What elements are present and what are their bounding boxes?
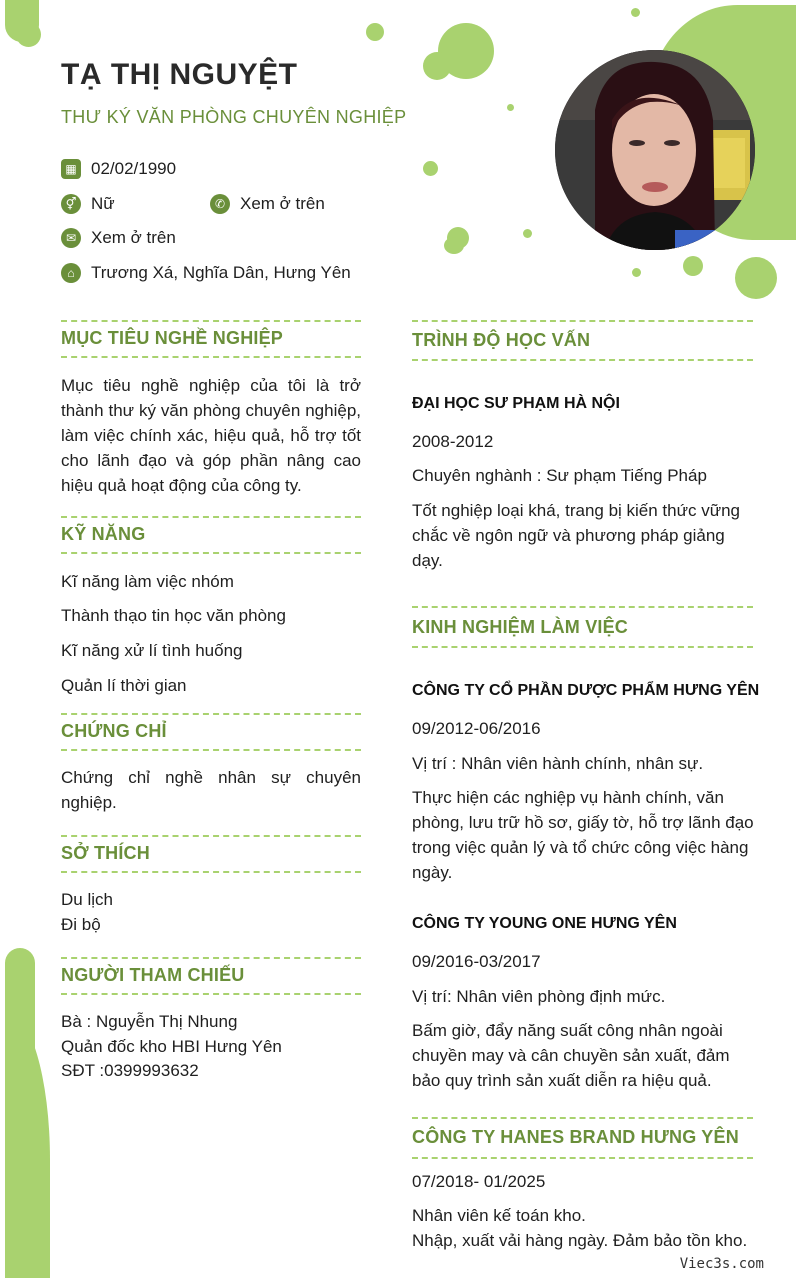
divider <box>61 356 361 358</box>
hanes-period: 07/2018- 01/2025 <box>412 1172 546 1191</box>
job-company: CÔNG TY CỔ PHẦN DƯỢC PHẨM HƯNG YÊN <box>412 682 760 699</box>
references-title: NGƯỜI THAM CHIẾU <box>61 965 245 985</box>
circle-decor <box>423 52 451 80</box>
divider <box>412 646 753 648</box>
divider <box>412 606 753 608</box>
home-icon: ⌂ <box>61 263 81 283</box>
divider <box>61 871 361 873</box>
circle-decor <box>444 237 464 254</box>
job-period: 09/2016-03/2017 <box>412 952 541 971</box>
experience-title: KINH NGHIỆM LÀM VIỆC <box>412 617 629 637</box>
job-desc: Bấm giờ, đẩy năng suất công nhân ngoài chuyền may và cân chuyền sản xuất, đảm bảo quy trình sản xuất diễn ra hiệu quả. <box>412 1021 730 1090</box>
skill-item: Quản lí thời gian <box>61 676 187 695</box>
reference-line: SĐT :0399993632 <box>61 1061 199 1080</box>
divider <box>61 320 361 322</box>
hanes-line: Nhân viên kế toán kho. <box>412 1206 586 1225</box>
skill-item: Thành thạo tin học văn phòng <box>61 606 286 625</box>
education-period: 2008-2012 <box>412 432 494 451</box>
phone-value: Xem ở trên <box>240 194 325 213</box>
school-name: ĐẠI HỌC SƯ PHẠM HÀ NỘI <box>412 395 620 412</box>
hobby-item: Đi bộ <box>61 915 101 934</box>
circle-decor <box>631 8 640 17</box>
circle-decor <box>423 161 438 176</box>
profile-photo <box>555 50 755 250</box>
education-title: TRÌNH ĐỘ HỌC VẤN <box>412 330 591 350</box>
job-title: THƯ KÝ VĂN PHÒNG CHUYÊN NGHIỆP <box>61 107 407 127</box>
job-position: Vị trí: Nhân viên phòng định mức. <box>412 987 666 1006</box>
email-row <box>61 228 176 248</box>
hobby-item: Du lịch <box>61 890 113 909</box>
divider <box>61 713 361 715</box>
phone-icon: ✆ <box>210 194 230 214</box>
gender-icon: ⚥ <box>61 194 81 214</box>
divider <box>61 835 361 837</box>
divider <box>412 359 753 361</box>
hobbies-title: SỞ THÍCH <box>61 843 150 863</box>
divider <box>61 957 361 959</box>
objective-title: MỤC TIÊU NGHỀ NGHIỆP <box>61 328 284 348</box>
circle-decor <box>16 22 41 47</box>
skills-title: KỸ NĂNG <box>61 524 146 544</box>
gender-row <box>61 194 115 214</box>
circle-decor <box>366 23 384 41</box>
job-position: Vị trí : Nhân viên hành chính, nhân sự. <box>412 754 704 773</box>
birthdate-value: 02/02/1990 <box>91 159 177 178</box>
circle-decor <box>683 256 703 276</box>
bottom-left-blob-decor <box>5 1010 50 1278</box>
divider <box>61 993 361 995</box>
reference-line: Bà : Nguyễn Thị Nhung <box>61 1012 238 1031</box>
divider <box>412 1157 753 1159</box>
circle-decor <box>632 268 641 277</box>
circle-decor <box>735 257 777 299</box>
mail-icon: ✉ <box>61 228 81 248</box>
candidate-name: TẠ THỊ NGUYỆT <box>61 58 298 91</box>
phone-row <box>210 194 325 214</box>
divider <box>61 552 361 554</box>
watermark: Viec3s.com <box>679 1256 764 1272</box>
certificates-title: CHỨNG CHỈ <box>61 721 167 741</box>
divider <box>61 516 361 518</box>
objective-text: Mục tiêu nghề nghiệp của tôi là trở thành thư ký văn phòng chuyên nghiệp, làm việc chính xác, hiệu quả, hỗ trợ tốt cho lãnh đạo và góp phần nâng cao hiệu quả hoạt động của công ty. <box>61 376 361 495</box>
birthdate-row <box>61 159 176 179</box>
certificates-text: Chứng chỉ nghề nhân sự chuyên nghiệp. <box>61 768 361 812</box>
email-value: Xem ở trên <box>91 228 176 247</box>
job-company: CÔNG TY YOUNG ONE HƯNG YÊN <box>412 915 677 932</box>
skill-item: Kĩ năng xử lí tình huống <box>61 641 243 660</box>
job-period: 09/2012-06/2016 <box>412 719 541 738</box>
gender-value: Nữ <box>91 194 115 213</box>
divider <box>61 749 361 751</box>
job-desc: Thực hiện các nghiệp vụ hành chính, văn phòng, lưu trữ hồ sơ, giấy tờ, hỗ trợ lãnh đạo trong việc quản lý và tổ chức công việc hàng ngày. <box>412 788 754 882</box>
address-row <box>61 263 351 283</box>
education-desc: Tốt nghiệp loại khá, trang bị kiến thức vững chắc về ngôn ngữ và phương pháp giảng dạy. <box>412 501 741 570</box>
hanes-title: CÔNG TY HANES BRAND HƯNG YÊN <box>412 1127 739 1147</box>
calendar-icon: ▦ <box>61 159 81 179</box>
circle-decor <box>507 104 514 111</box>
divider <box>412 1117 753 1119</box>
address-value: Trương Xá, Nghĩa Dân, Hưng Yên <box>91 263 351 282</box>
education-major: Chuyên nghành : Sư phạm Tiếng Pháp <box>412 466 707 485</box>
divider <box>412 320 753 322</box>
circle-decor <box>523 229 532 238</box>
hanes-line: Nhập, xuất vải hàng ngày. Đảm bảo tồn kho. <box>412 1231 748 1250</box>
reference-line: Quản đốc kho HBI Hưng Yên <box>61 1037 282 1056</box>
portrait-illustration <box>555 50 755 250</box>
skill-item: Kĩ năng làm việc nhóm <box>61 572 234 591</box>
